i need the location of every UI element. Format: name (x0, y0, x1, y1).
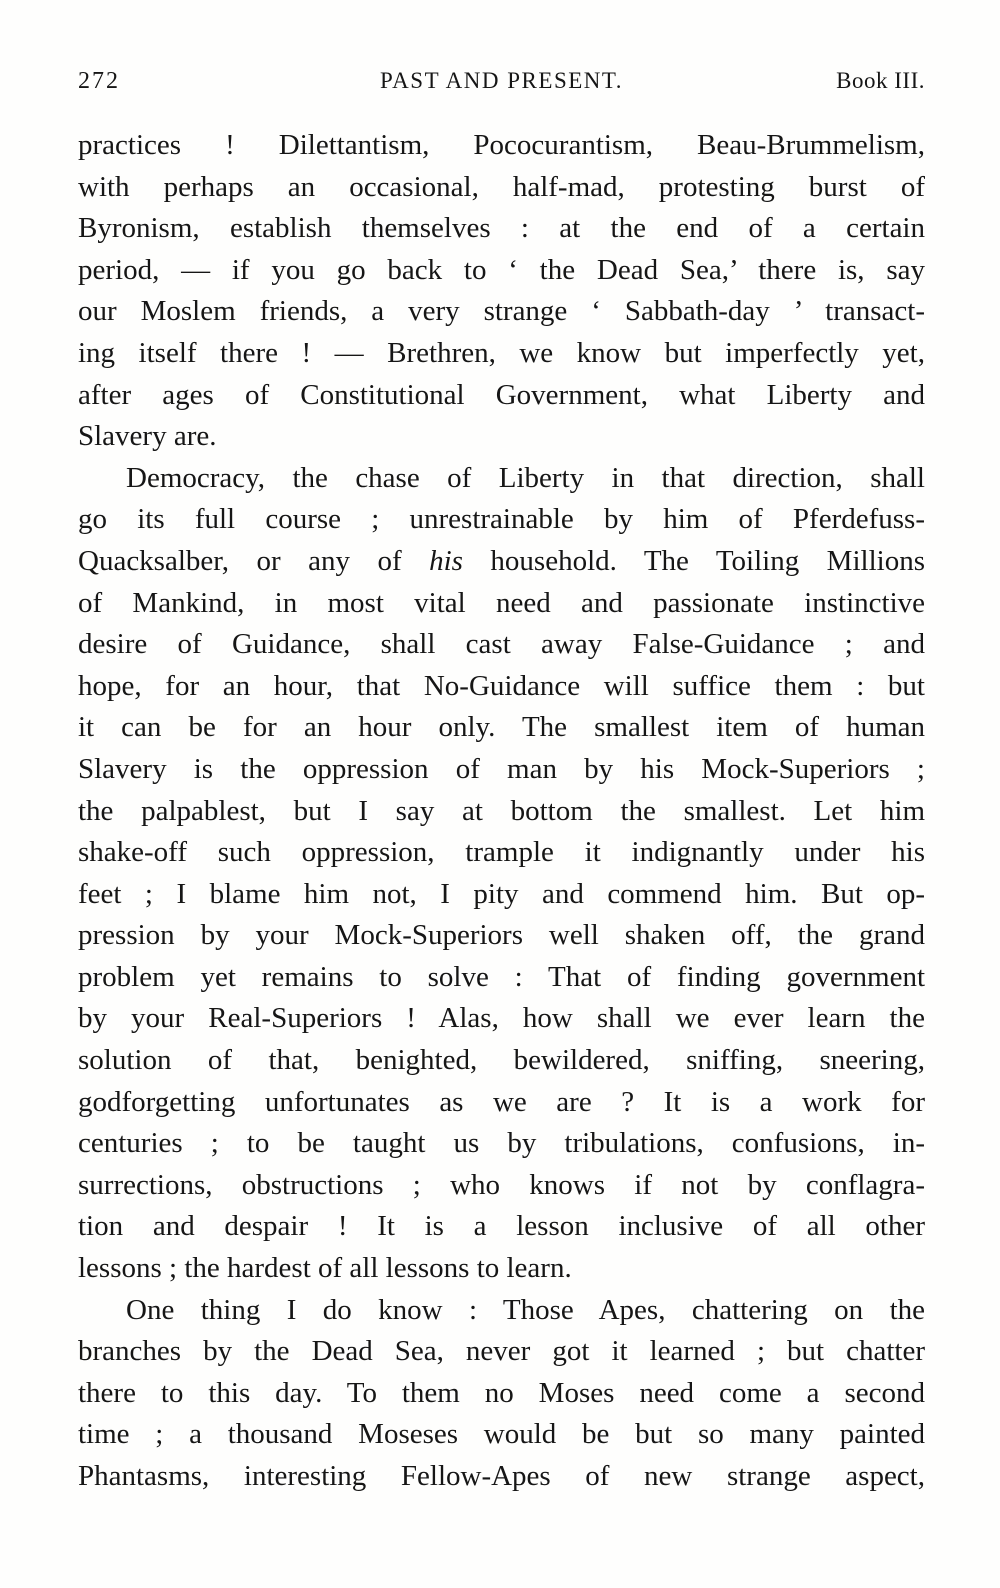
paragraph (78, 125, 925, 458)
text-line: ing itself there ! — Brethren, we know but imperfectly yet, (78, 336, 925, 369)
text-line: Quacksalber, or any of his household. The Toiling Millions (78, 544, 925, 577)
text-line: Slavery are. (78, 420, 217, 453)
text-line: go its full course ; unrestrainable by him of Pferdefuss- (78, 503, 925, 536)
text-line: practices ! Dilettantism, Pococurantism, Beau-Brummelism, (78, 129, 925, 161)
text-line: there to this day. To them no Moses need come a second (78, 1376, 925, 1409)
italic-text: his (429, 544, 463, 577)
text-line: lessons ; the hardest of all lessons to learn. (78, 1252, 572, 1285)
text-line: shake-off such oppression, trample it indignantly under his (78, 836, 925, 869)
text-line: solution of that, benighted, bewildered, sniffing, sneering, (78, 1044, 925, 1077)
paragraph (78, 1290, 925, 1498)
text-line: godforgetting unfortunates as we are ? It is a work for (78, 1085, 925, 1118)
text-line: One thing I do know : Those Apes, chattering on the (126, 1293, 925, 1326)
text-line: Phantasms, interesting Fellow-Apes of new strange aspect, (78, 1460, 925, 1492)
text-line: Slavery is the oppression of man by his Mock-Superiors ; (78, 752, 925, 785)
text-line: of Mankind, in most vital need and passionate instinctive (78, 586, 925, 619)
text-line: problem yet remains to solve : That of finding government (78, 960, 925, 993)
running-title: PAST AND PRESENT. (379, 68, 623, 93)
page-number: 272 (78, 68, 120, 94)
text-line: after ages of Constitutional Government, what Liberty and (78, 378, 925, 411)
text-line: by your Real-Superiors ! Alas, how shall we ever learn the (78, 1002, 925, 1035)
paragraph (78, 458, 925, 1290)
text-line: time ; a thousand Moseses would be but so many painted (78, 1418, 925, 1451)
text-line: desire of Guidance, shall cast away False-Guidance ; and (78, 628, 925, 661)
text-line: the palpablest, but I say at bottom the smallest. Let him (78, 794, 925, 827)
text-line: branches by the Dead Sea, never got it learned ; but chatter (78, 1335, 925, 1368)
text-line: period, — if you go back to ‘ the Dead Sea,’ there is, say (78, 253, 925, 286)
text-line: hope, for an hour, that No-Guidance will suffice them : but (78, 669, 925, 702)
text-line: Democracy, the chase of Liberty in that direction, shall (126, 461, 925, 494)
running-head (78, 68, 925, 95)
text-line: feet ; I blame him not, I pity and commend him. But op- (78, 877, 925, 910)
text-line: tion and despair ! It is a lesson inclusive of all other (78, 1210, 925, 1243)
text-line: centuries ; to be taught us by tribulations, confusions, in- (78, 1127, 925, 1160)
text-line: surrections, obstructions ; who knows if not by conflagra- (78, 1168, 925, 1201)
text-line: it can be for an hour only. The smallest item of human (78, 711, 925, 744)
text-line: with perhaps an occasional, half-mad, protesting burst of (78, 170, 925, 203)
text-line: Byronism, establish themselves : at the end of a certain (78, 212, 925, 245)
text-line: pression by your Mock-Superiors well shaken off, the grand (78, 919, 925, 952)
text-line: our Moslem friends, a very strange ‘ Sabbath-day ’ transact- (78, 295, 925, 328)
book-label: Book III. (836, 68, 925, 93)
page-body (78, 125, 925, 1498)
